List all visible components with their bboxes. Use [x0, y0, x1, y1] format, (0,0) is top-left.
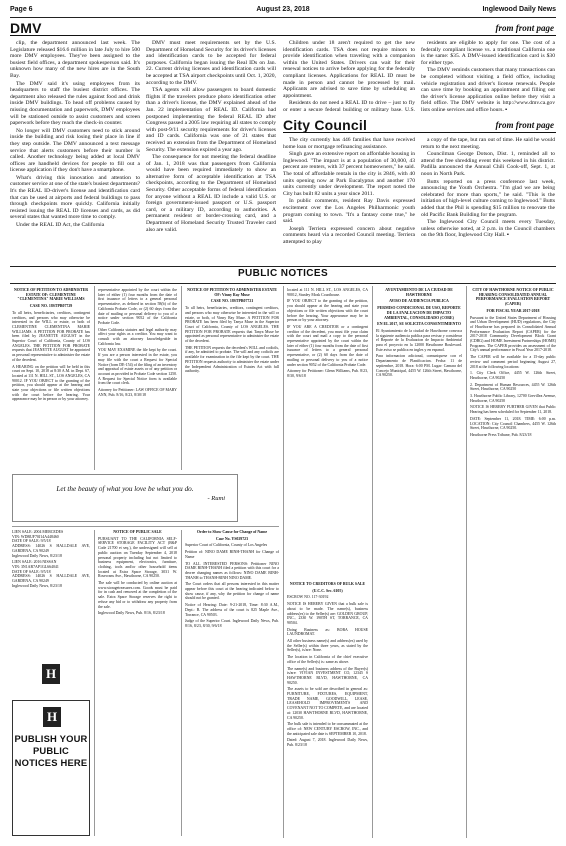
column-divider: [181, 530, 182, 836]
paper-name: Inglewood Daily News: [482, 6, 556, 13]
paragraph: Children under 18 aren't required to get the new identification cards. TSA does not require minors to provide identification when traveling with a companion within the United States. Drivers can wait for their renewal notices to arrive before applying for the federally compliant licenses. Applications for REAL ID must be made in person and cannot be processed by mail. Applicants are advised to save time by scheduling an appointment.: [283, 40, 415, 99]
notice-petition-muse: [185, 288, 279, 468]
column-divider: [283, 286, 284, 838]
notice-line: ADDRESS: 14026 S HALLDALE AVE, GARDENA, CA 90249: [12, 544, 90, 553]
notice-paragraph: Doing Business as: BOBA HOUSE LAUNDROMAT.: [287, 627, 368, 637]
notice-line: Inglewood Daily News, 8/23/18: [12, 583, 62, 588]
notice-subheading: (U.C.C. Sec. 6105): [312, 588, 343, 593]
notice-subheading: AVISO DE AUDIENCIA PUBLICA: [389, 299, 449, 304]
notice-paragraph: 2. Department of Human Resources, 4455 W. 126th Street, Hawthorne, CA 90250: [470, 382, 556, 392]
paragraph: The DMV reminds customers that many transactions can be completed without visiting a field office, including vehicle registration and driver's license renewals. People can save time by booking an appointment and filling out the driver's license application online before they visit a field office. The DMV website is http://www.dmv.ca.gov lists online services and office hours. ▪: [421, 67, 555, 112]
notice-lien-sales: [12, 530, 90, 650]
notice-line: VIN: WDBUF70J14A448460: [12, 534, 59, 539]
dmv-column-4: [421, 40, 555, 112]
notice-public-sale: [98, 530, 177, 836]
paragraph: Butts reported on a press conference last week, announcing the Youth Orchestra. "I'm glad we are being celebrated for more than sports," he said. "This is the initiation of high-level culture coming to Inglewood." Butts added that the Phil is spending $15 million to renovate the old Pacific Bank Building for the program.: [421, 178, 555, 218]
notice-paragraph: Judge of the Superior Court. Inglewood Daily News, Pub. 8/16, 8/23, 8/30, 9/6/18: [185, 619, 279, 628]
notice-paragraph: Inglewood Daily News, Pub. 8/16, 8/23/18: [98, 611, 165, 616]
notice-paragraph: Hawthorne Press Tribune, Pub. 8/23/18: [470, 432, 532, 437]
paragraph: residents are eligible to apply for one. The cost of a federally compliant license vs. a traditional California one is the same: $35. A DMV-issued identification card is $30 for either type.: [421, 40, 555, 66]
notice-paragraph: THE PETITION requests the decedent's WILL and codicils, if any, be admitted to probate. The will and any codicils are available for examination in the file kept by the court. THE PETITION requests authority to administer the estate under the Independent Administration of Estates Act with full authority.: [185, 345, 279, 374]
notice-case-number: Case No. YS029723: [215, 536, 249, 541]
notice-paragraph: Superior Court of California, County of Los Angeles: [185, 543, 268, 548]
notice-line: DATE OF SALE: 9/5/18: [12, 569, 51, 574]
dmv-column-3: [283, 40, 415, 112]
notice-heading: NOTICE TO CREDITORS OF BULK SALE: [289, 582, 366, 586]
column-divider: [372, 286, 373, 838]
issue-date: August 23, 2018: [256, 6, 310, 13]
city-council-section-title: City Council: [283, 117, 368, 133]
notice-paragraph: YOU MAY EXAMINE the file kept by the court. If you are a person interested in the estate, you may file with the court a Request for Special Notice (form DE-154) of the filing of an inventory and appraisal of estate assets or of any petition or account as provided in Probate Code section 1250. A Request for Special Notice form is available from the court clerk.: [98, 348, 177, 386]
header-rule: [10, 17, 556, 18]
paragraph: Joseph Terriera expressed concern about negative comments heard via a recorded Council meeting. Terriera attempted to play: [283, 225, 415, 245]
paragraph: The DMV said it's using employees from its headquarters to staff the busiest district offices. The department also released the rules against food and drink inside DMV buildings. To head off problems caused by missing documentation and paperwork, DMV employees will be stationed outside to assist customers and screen paperwork before they reach the check-in counter.: [10, 80, 140, 127]
quote-text: Let the beauty of what you love be what you do.: [56, 485, 194, 493]
notice-petition-muse-continued: [287, 288, 368, 578]
dmv-section-bar: [10, 20, 556, 36]
notice-line: DATE OF SALE: 9/5/18: [12, 539, 51, 544]
notice-paragraph: To all heirs, beneficiaries, creditors, contingent creditors, and persons who may otherwise be interested in the will or estate, or both, of Vinny Ray Muse. A PETITION FOR PROBATE has been filed by Tanya Muse in the Superior Court of California, County of LOS ANGELES. THE PETITION FOR PROBATE requests that Tanya Muse be appointed as personal representative to administer the estate of the decedent.: [185, 306, 279, 344]
column-divider: [466, 286, 467, 838]
notice-subheading: PERMISO CONDICIONAL DE USO, REPORTE DE LA EVALUACION DE IMPACTO AMBIENTAL, CONSOLIDADO (CORE): [377, 306, 461, 320]
notice-line: LIEN SALE: 2004 MERCEDES: [12, 530, 64, 534]
notice-paragraph: PURSUANT TO THE CALIFORNIA SELF-SERVICE STORAGE FACILITY ACT (B&P Code 21700 et seq.), the undersigned will sell at public auction on Tuesday September 4, 2018 personal property including but not limited to business equipment, electronics, furniture, clothing, tools and/or other household items located at Extra Space Storage, 3031 W. Rosecrans Ave., Hawthorne, CA 90250.: [98, 536, 177, 579]
notices-rule-top: [10, 266, 556, 267]
notice-paragraph: located at 111 N. HILL ST., LOS ANGELES, CA 90012, Stanley Mosk Courthouse.: [287, 288, 368, 297]
paragraph: Singh gave an extensive report on affordable housing in Inglewood. "The impact is at a population of 30,000, 43 percent are renters, with 37 percent homeowners," he said. The total of affordable rentals in the city is 2846, with 40 units opening now at Park Eucalyptus and another 170 units currently under development. The report noted the City has built 82 units a year since 2011.: [283, 151, 415, 197]
quote-author: - Rumi: [207, 495, 225, 502]
notice-paragraph: To all heirs, beneficiaries, creditors, contingent creditors, and persons who may otherwise be interested in the WILL or estate, or both of CLEMENTINE CLEMENTINA MARIE WILLIAMS. A PETITION FOR PROBATE has been filed by JEANETTE AUGUST in the Superior Court of California, County of LOS ANGELES. THE PETITION FOR PROBATE requests that JEANETTE AUGUST be appointed as personal representative to administer the estate of the decedent.: [12, 310, 90, 362]
notice-paragraph: The Court orders that all persons interested in this matter appear before this court at the hearing indicated below to show cause, if any, why the petition for change of name should not be granted.: [185, 582, 279, 601]
paragraph: The consequence for not meeting the federal deadline of Jan. 1, 2018 was that passengers from California would have been required immediately to show an alternative form of acceptable identification at TSA checkpoints, according to the Department of Homeland Security. Other acceptable forms of federal identification for anyone without a REAL ID include a valid U.S. or foreign government-issued passport or U.S. passport card, or a military ID, according to authorities. A permanent resident or border-crossing card, and a Department of Homeland Security Trusted Traveler card also are valid.: [146, 154, 276, 233]
notice-hawthorne-caper: [470, 288, 556, 836]
notice-paragraph: The bulk sale is intended to be consummated at the office of: NEW CENTURY ESCROW, INC., and the anticipated sale date is SEPTEMBER 10, 2018.: [287, 722, 368, 736]
publish-notices-promo[interactable]: [12, 700, 90, 836]
notice-heading: AYUNTAMIENTO DE LA CIUDAD DE HAWTHORNE: [385, 288, 453, 297]
city-council-column-1: [283, 137, 415, 262]
paragraph: In public comments, resident Ray Davis expressed excitement over the Los Angeles Philharmonic youth program coming to town. "It's a fantasy come true," he said.: [283, 198, 415, 225]
notice-paragraph: TO ALL INTERESTED PERSONS: Petitioner NINO DAME BINH-THANH filed a petition with this court for a decree changing names as follows: NINO DAME BINH-THANH to THANH-BINH NINO DAME.: [185, 561, 279, 580]
column-divider: [94, 286, 95, 470]
column-divider: [181, 286, 182, 470]
notice-paragraph: IF YOU OBJECT to the granting of the petition, you should appear at the hearing and state your objections or file written objections with the court before the hearing. Your appearance may be in person or by your attorney.: [287, 299, 368, 323]
paragraph: What's driving this innovation and attention to customer service at one of the state's busiest departments? It's the REAL ID-driver's license and identification card that can be used at airports and federal buildings to pass through checkpoints more quickly. California initially resisted issuing the REAL ID licenses and cards, as did several states that wanted more time to comply.: [10, 174, 140, 221]
notice-name-change: [185, 530, 279, 836]
notice-heading: CITY OF HAWTHORNE NOTICE OF PUBLIC HEARING CONSOLIDATED ANNUAL PERFORMANCE EVALUATION REPORT (CAPER): [472, 288, 554, 307]
notice-paragraph: Other California statutes and legal authority may affect your rights as a creditor. You may want to consult with an attorney knowledgeable in California law.: [98, 327, 177, 346]
notice-case-number: CASE NO. 18STPB07721: [210, 299, 254, 304]
paragraph: Councilman George Dotson, Dist. 1, reminded all to attend the free shredding event this weekend in his district. Padilla announced the Annual Chili Cook-off, Sept. 1, at noon in North Park.: [421, 151, 555, 177]
notice-paragraph: Para informacion adicional, comuniquese con el Departamento de Planificacion. Fecha: 11 de septiembre, 2018. Hora: 6:00 PM. Lugar: Camara del Concejo Municipal, 4455 W. 126th Street, Hawthorne, CA 90250.: [376, 354, 462, 378]
notice-rule: [12, 526, 279, 527]
paragraph: Under the REAL ID Act, the California: [16, 222, 105, 229]
notice-paragraph: The assets to be sold are described in general as: FURNITURE, FIXTURES, EQUIPMENT, TRADE NAME, GOODWILL, LEASE, LEASEHOLD IMPROVEMENTS AND COVENANT NOT TO COMPETE, and are located at: 12030 HAWTHORNE BLVD, HAWTHORNE, CA 90250.: [287, 687, 368, 720]
notice-paragraph: 3. Hawthorne Public Library, 12700 Grevillea Avenue, Hawthorne, CA 90250: [470, 394, 556, 403]
notice-paragraph: IF YOU ARE A CREDITOR or a contingent creditor of the decedent, you must file your claim with the court and mail a copy to the personal representative appointed by the court within the later of either (1) four months from the date of first issuance of letters to a general personal representative, or (2) 60 days from the date of mailing or personal delivery to you of a notice under section 9052 of the California Probate Code.: [287, 324, 368, 367]
notice-hawthorne-spanish: [376, 288, 462, 836]
paragraph: No longer will DMV customers need to stick around inside the building and risk losing their place in line if they step outside. The DMV announced a text message service that alerts customers before their number is called. Another technology being added at local DMV offices are handheld devices for people to fill out a license application if they don't have a smartphone.: [10, 127, 140, 174]
notice-paragraph: 1. City Clerk Office, 4455 W. 126th Street, Hawthorne, CA 90250: [470, 371, 556, 380]
notice-paragraph: A HEARING on the petition will be held in this court on Sept. 10, 2018 at 8:30 A.M. in Dept. 67, located at 111 N. HILL ST., LOS ANGELES, CA 90012. IF YOU OBJECT to the granting of the petition, you should appear at the hearing and state your objections or file written objections with the court before the hearing. Your appearance may be in person or by your attorney.: [12, 364, 90, 402]
dmv-section-title: DMV: [10, 20, 42, 36]
column-divider: [94, 530, 95, 836]
notice-paragraph: NOTICE IS HEREBY FURTHER GIVEN that Public Hearing has been scheduled for September 11, 2018.: [470, 405, 556, 415]
paragraph: Residents do not need a REAL ID to drive – just to fly or enter a secure federal building or military base. U.S.: [283, 100, 415, 112]
dmv-column-1: [10, 40, 140, 262]
notice-line: Inglewood Daily News, 8/23/18: [12, 553, 62, 558]
notice-paragraph: Notice of Hearing: Date: 9-21-2018, Time: 8:30 A.M., Dept.: B. The address of the court is 825 Maple Ave., Torrance, CA 90503.: [185, 603, 279, 617]
notice-paragraph: All other business name(s) and address(es) used by the Seller(s) within three years, as stated by the Seller(s), is/are: None.: [287, 639, 368, 653]
notice-petition-williams: [12, 288, 90, 468]
notice-paragraph: DATE: September 11, 2018. TIME: 6:00 p.m. LOCATION: City Council Chambers, 4455 W. 126th Street, Hawthorne, CA 90250.: [470, 416, 556, 431]
notice-paragraph: The location in California of the chief executive office of the Seller(s) is: same as above.: [287, 655, 368, 664]
notice-line: VIN: 3N1AB7AP1GL664041: [12, 564, 59, 569]
paragraph: clip, the department announced last week. The Legislature released $16.6 million in late July to hire 500 more DMV employees. They've been assigned to the busiest field offices, a department spokesperson said. It's unknown how many of the new hires are in the South Bay.: [10, 40, 140, 79]
notice-heading: Order to Show Cause for Change of Name: [196, 530, 268, 534]
notice-paragraph: Pursuant to the United States Department of Housing and Urban Development (HUD) regulations, the City of Hawthorne has prepared its Consolidated Annual Performance Evaluation Report (CAPER) for the 2017-2018 Community Development Block Grant (CDBG) and HOME Investment Partnerships (HOME) Programs. The CAPER provides an assessment of the City's annual performance in Fiscal Year 2017-2018.: [470, 315, 556, 353]
notice-petition-continued: [98, 288, 177, 468]
notice-heading: NOTICE OF PETITION TO ADMINISTER ESTATE OF: CLEMENTINE "CLEMENTINA" MARIE WILLIAMS: [13, 288, 89, 302]
promo-text: PUBLISH YOUR PUBLIC NOTICES HERE: [14, 733, 88, 768]
dmv-from-front: from front page: [495, 23, 554, 33]
dmv-column-2: [146, 20, 276, 262]
paragraph: DMV must meet requirements set by the U.S. Department of Homeland Security for its driver's licenses and identification cards to be accepted for federal purposes. California began issuing the Real IDs on Jan. 22. Current driving licenses and identification cards will be accepted at TSA airport checkpoints until Oct. 1, 2020, according to the DMV.: [146, 40, 276, 86]
notice-subheading: EN EL 2017, SE SOLICITA CONSENTIMIENTO: [377, 322, 461, 327]
quote-box: [12, 474, 238, 522]
paragraph: The Inglewood City Council meets every Tuesday, unless otherwise noted, at 2 p.m. in the Council chambers on the 9th floor, Inglewood City Hall. ▪: [421, 219, 555, 239]
notice-heading: NOTICE OF PUBLIC SALE: [113, 530, 162, 534]
city-council-from-front: from front page: [495, 120, 554, 130]
notices-rule-bottom: [10, 283, 556, 284]
newspaper-logo: H: [42, 664, 60, 684]
notice-paragraph: The sale will be conducted by online auction at www.storagetreasures.com. Goods must be paid for in cash and removed at the completion of the sale. Extra Space Storage reserves the right to refuse any bid or to withdraw any property from the sale.: [98, 581, 177, 609]
notice-line: ADDRESS: 14026 S HALLDALE AVE, GARDENA, CA 90249: [12, 574, 90, 584]
page-header: [10, 4, 556, 18]
notice-case-number: CASE NO. 18STPB07729: [29, 304, 73, 309]
notice-paragraph: The name(s) and business address of the Buyer(s) is/are: VIVIAN INVESTMENT CO, 12345 S HAWTHORNE BLVD, HAWTHORNE, CA 90250.: [287, 666, 368, 685]
city-council-column-2: [421, 137, 555, 262]
notice-paragraph: representative appointed by the court within the later of either (1) four months from the date of first issuance of letters to a general personal representative, as defined in section 58(b) of the California Probate Code, or (2) 60 days from the date of mailing or personal delivery to you of a notice under section 9052 of the California Probate Code.: [98, 288, 177, 325]
public-notices-title: PUBLIC NOTICES: [237, 268, 329, 279]
notice-paragraph: Attorney for Petitioner: Glenn Williams, Pub. 8/23, 8/30, 9/6/18: [287, 369, 368, 378]
page-number: Page 6: [10, 6, 33, 13]
paragraph: a copy of the tape, but ran out of time. He said he would return to the next meeting.: [421, 137, 555, 150]
notice-line: LIEN SALE: 2016 NISSAN: [12, 560, 57, 565]
notice-heading: NOTICE OF PETITION TO ADMINISTER ESTATE OF: Vinny Ray Muse: [187, 288, 277, 297]
notice-paragraph: Petition of: NINO DAME BINH-THANH for Change of Name: [185, 550, 279, 559]
city-council-section-bar: [283, 117, 556, 133]
notice-bulk-sale: [287, 582, 368, 836]
notice-subheading: FOR FISCAL YEAR 2017-2018: [486, 308, 540, 313]
notice-paragraph: ESCROW NO. 117-30192: [287, 595, 329, 600]
notice-paragraph: The CAPER will be available for a 15-day public review and comment period beginning August 27, 2018 at the following locations:: [470, 355, 556, 369]
paragraph: TSA agents will allow passengers to board domestic flights if the travelers produce photo identification other than a driver's license, the DMV explained ahead of the Jan. 22 implementation of REAL ID. California had postponed implementing the federal REAL ID after Congress passed a 2005 law requiring all states to comply with post-9/11 security requirements for driver's licenses and ID cards. California was one of 21 states that received an extension from the Department of Homeland Security. The extension expired a year ago.: [146, 87, 276, 153]
notice-paragraph: El Ayuntamiento de la ciudad de Hawthorne convoca la siguiente audiencia publica para revisar y considerar el Reporte de la Evaluacion de Impacto Ambiental para el proyecto en la 12000 Hawthorne Boulevard. Este aviso se publica en ingles y en espanol.: [376, 328, 462, 352]
paragraph: The city currently has 446 families that have received home loan or mortgage refinancing assistance.: [283, 137, 415, 150]
newspaper-logo: H: [43, 707, 61, 727]
notice-paragraph: Attorney for Petitioner: LAW OFFICE OF MARY ANN, Pub. 8/16, 8/23, 8/30/18: [98, 388, 177, 397]
notice-paragraph: Dated: August 7, 2018. Inglewood Daily News, Pub. 8/23/18: [287, 738, 368, 748]
notice-paragraph: NOTICE IS HEREBY GIVEN that a bulk sale is about to be made. The name(s), business address(es) to the Seller(s) are: GOLDEN GROUP, INC., 2330 W. 190TH ST, TORRANCE, CA 90504.: [287, 602, 368, 625]
